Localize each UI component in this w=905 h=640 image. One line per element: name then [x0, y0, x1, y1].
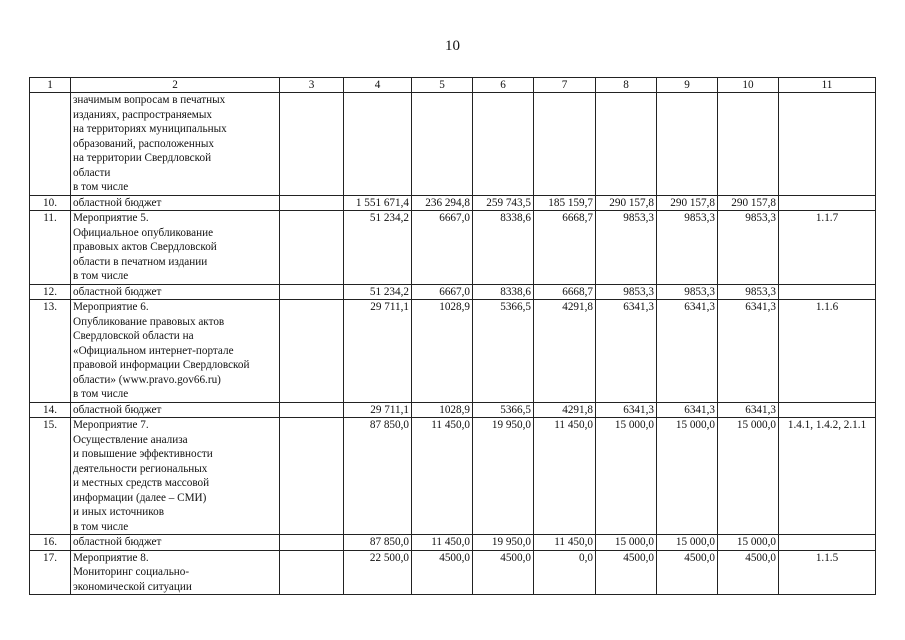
table-cell: областной бюджет	[71, 402, 280, 418]
table-cell: 11 450,0	[534, 535, 596, 551]
table-cell: 6667,0	[412, 211, 473, 285]
table-cell: 51 234,2	[344, 284, 412, 300]
table-cell	[779, 535, 876, 551]
table-cell: 11 450,0	[412, 418, 473, 535]
column-header: 7	[534, 78, 596, 93]
table-row	[30, 402, 876, 418]
table-cell: 15 000,0	[657, 535, 718, 551]
table-cell: 12.	[30, 284, 71, 300]
table-cell: 6341,3	[718, 402, 779, 418]
table-cell: 6341,3	[596, 402, 657, 418]
table-cell: 9853,3	[596, 211, 657, 285]
table-cell: 9853,3	[657, 284, 718, 300]
table-cell: 6341,3	[657, 402, 718, 418]
table-cell	[779, 195, 876, 211]
table-cell: 11 450,0	[412, 535, 473, 551]
table-cell: Мероприятие 6. Опубликование правовых актов Свердловской области на «Официальном интернет-портале правовой информации Свердловской области» (www.pravo.gov66.ru) в том числе	[71, 300, 280, 403]
table-cell: 9853,3	[596, 284, 657, 300]
table-cell: 17.	[30, 550, 71, 595]
table-cell: 19 950,0	[473, 535, 534, 551]
table-cell: 1.1.6	[779, 300, 876, 403]
table-cell	[344, 93, 412, 196]
table-cell: 4291,8	[534, 402, 596, 418]
table-cell: 4500,0	[657, 550, 718, 595]
column-header: 1	[30, 78, 71, 93]
table-cell: значимым вопросам в печатных изданиях, распространяемых на территориях муниципальных образований, расположенных на территории Свердловской области в том числе	[71, 93, 280, 196]
table-cell: 15 000,0	[596, 535, 657, 551]
table-cell: 15 000,0	[718, 535, 779, 551]
table-cell: 1028,9	[412, 300, 473, 403]
table-cell: 5366,5	[473, 300, 534, 403]
table-cell: 0,0	[534, 550, 596, 595]
table-cell	[473, 93, 534, 196]
table-cell: 259 743,5	[473, 195, 534, 211]
table-cell	[534, 93, 596, 196]
table-cell: 9853,3	[718, 211, 779, 285]
table-cell: Мероприятие 7. Осуществление анализа и повышение эффективности деятельности региональных и местных средств массовой информации (далее – СМИ) и иных источников в том числе	[71, 418, 280, 535]
table-cell: 6341,3	[596, 300, 657, 403]
table-cell: 15 000,0	[718, 418, 779, 535]
table-cell: 1 551 671,4	[344, 195, 412, 211]
table-cell: 15 000,0	[657, 418, 718, 535]
table-cell: 9853,3	[657, 211, 718, 285]
table-cell	[280, 93, 344, 196]
table-cell: 4500,0	[473, 550, 534, 595]
table-row	[30, 211, 876, 285]
column-header: 6	[473, 78, 534, 93]
column-header: 2	[71, 78, 280, 93]
table-cell	[412, 93, 473, 196]
table-cell: 87 850,0	[344, 535, 412, 551]
table-cell	[280, 300, 344, 403]
table-cell: 6341,3	[657, 300, 718, 403]
table-cell: 1.1.5	[779, 550, 876, 595]
table-cell: 1.4.1, 1.4.2, 2.1.1	[779, 418, 876, 535]
table-cell: 4291,8	[534, 300, 596, 403]
table-cell: 22 500,0	[344, 550, 412, 595]
table-row	[30, 300, 876, 403]
table-cell	[280, 211, 344, 285]
table-cell: 10.	[30, 195, 71, 211]
table-row	[30, 284, 876, 300]
table-cell	[779, 284, 876, 300]
table-cell	[280, 535, 344, 551]
column-header: 10	[718, 78, 779, 93]
table-cell	[718, 93, 779, 196]
table-cell: 6667,0	[412, 284, 473, 300]
table-cell: 1.1.7	[779, 211, 876, 285]
column-header: 8	[596, 78, 657, 93]
table-cell: 6341,3	[718, 300, 779, 403]
table-cell	[30, 93, 71, 196]
table-cell: областной бюджет	[71, 284, 280, 300]
table-cell: 290 157,8	[718, 195, 779, 211]
table-row	[30, 195, 876, 211]
table-cell	[280, 418, 344, 535]
table-cell: 4500,0	[412, 550, 473, 595]
table-cell: 19 950,0	[473, 418, 534, 535]
table-cell: областной бюджет	[71, 195, 280, 211]
budget-table	[29, 77, 876, 595]
column-header: 9	[657, 78, 718, 93]
table-cell: 5366,5	[473, 402, 534, 418]
table-cell	[280, 550, 344, 595]
table-cell: 13.	[30, 300, 71, 403]
table-row	[30, 550, 876, 595]
table-cell: 8338,6	[473, 211, 534, 285]
table-cell: 6668,7	[534, 284, 596, 300]
table-cell: 236 294,8	[412, 195, 473, 211]
table-row	[30, 93, 876, 196]
table-cell	[779, 93, 876, 196]
column-header: 3	[280, 78, 344, 93]
table-cell: 290 157,8	[596, 195, 657, 211]
table-cell: 87 850,0	[344, 418, 412, 535]
header-row	[30, 78, 876, 93]
column-header: 5	[412, 78, 473, 93]
column-header: 11	[779, 78, 876, 93]
table-cell: 290 157,8	[657, 195, 718, 211]
table-cell: 15 000,0	[596, 418, 657, 535]
table-cell: 11.	[30, 211, 71, 285]
table-cell: 6668,7	[534, 211, 596, 285]
table-cell	[280, 195, 344, 211]
table-cell	[280, 284, 344, 300]
table-cell	[779, 402, 876, 418]
table-row	[30, 535, 876, 551]
table-cell: 29 711,1	[344, 300, 412, 403]
table-cell: 15.	[30, 418, 71, 535]
column-header: 4	[344, 78, 412, 93]
table-cell: 29 711,1	[344, 402, 412, 418]
table-cell: 14.	[30, 402, 71, 418]
table-cell: 185 159,7	[534, 195, 596, 211]
table-cell: 8338,6	[473, 284, 534, 300]
table-cell: 1028,9	[412, 402, 473, 418]
table-cell: Мероприятие 8. Мониторинг социально- экономической ситуации	[71, 550, 280, 595]
table-body	[30, 93, 876, 595]
table-cell	[280, 402, 344, 418]
table-cell	[657, 93, 718, 196]
table-cell: 9853,3	[718, 284, 779, 300]
table-cell: 11 450,0	[534, 418, 596, 535]
table-cell: Мероприятие 5. Официальное опубликование правовых актов Свердловской области в печатном издании в том числе	[71, 211, 280, 285]
table-cell: 51 234,2	[344, 211, 412, 285]
table-cell: областной бюджет	[71, 535, 280, 551]
page-number: 10	[445, 38, 460, 54]
table-cell: 4500,0	[596, 550, 657, 595]
table-cell: 16.	[30, 535, 71, 551]
table-cell	[596, 93, 657, 196]
table-row	[30, 418, 876, 535]
table-cell: 4500,0	[718, 550, 779, 595]
